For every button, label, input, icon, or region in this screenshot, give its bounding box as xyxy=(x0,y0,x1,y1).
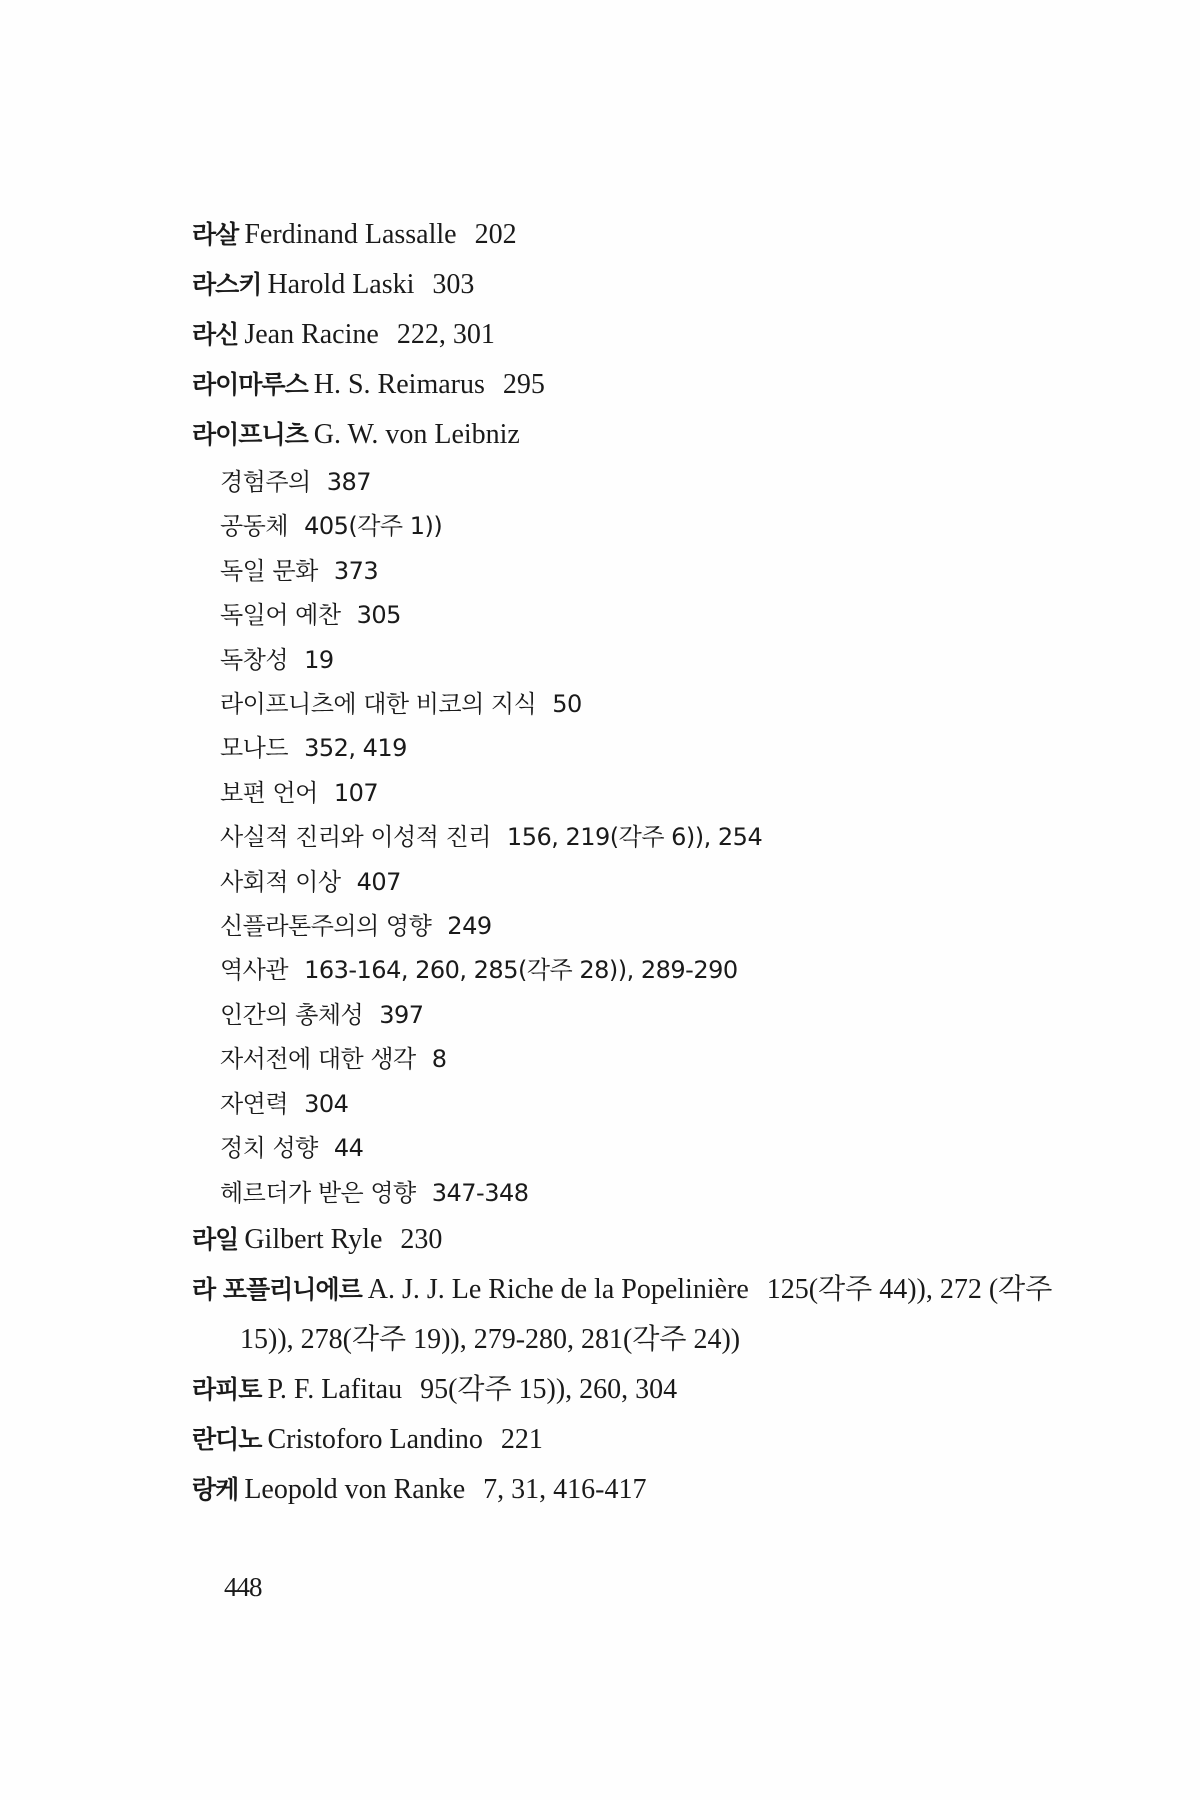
index-subentry xyxy=(192,1037,1072,1081)
subentry-term: 경험주의 xyxy=(220,468,311,496)
index-subentry xyxy=(192,948,1072,992)
index-entry xyxy=(192,310,1072,360)
index-entries-main xyxy=(192,210,1072,460)
subentry-pages: 249 xyxy=(447,912,492,941)
index-subentry xyxy=(192,771,1072,815)
entry-original-name: Leopold von Ranke xyxy=(244,1473,466,1505)
subentry-pages: 387 xyxy=(326,468,372,496)
entry-original-name: H. S. Reimarus xyxy=(313,369,485,400)
subentry-term: 독일 문화 xyxy=(220,556,318,585)
subentry-term: 보편 언어 xyxy=(220,778,318,807)
index-subentry xyxy=(192,993,1072,1037)
subentry-term: 자연력 xyxy=(220,1089,289,1118)
subentry-pages: 373 xyxy=(333,556,379,585)
subentry-pages: 44 xyxy=(333,1134,364,1163)
leibniz-subentries xyxy=(192,460,1072,1215)
subentry-pages: 50 xyxy=(552,690,582,719)
entry-pages: 7, 31, 416-417 xyxy=(483,1473,647,1505)
entry-korean-name: 라이마루스 xyxy=(192,370,308,399)
entry-korean-name: 라피토 xyxy=(192,1374,262,1404)
entry-original-name: Jean Racine xyxy=(244,319,379,350)
page-number: 448 xyxy=(224,1572,262,1602)
subentry-pages: 19 xyxy=(304,645,334,674)
index-subentry xyxy=(192,682,1072,726)
subentry-pages: 352, 419 xyxy=(304,734,407,763)
index-subentry xyxy=(192,1126,1072,1170)
entry-original-name: Cristoforo Landino xyxy=(267,1423,483,1455)
index-entry xyxy=(192,1465,1072,1515)
subentry-term: 인간의 총체성 xyxy=(220,1000,364,1029)
entry-pages: 221 xyxy=(500,1423,543,1455)
subentry-term: 헤르더가 받은 영향 xyxy=(220,1178,416,1207)
index-subentry xyxy=(192,815,1072,859)
subentry-pages: 405(각주 1)) xyxy=(304,512,443,541)
entry-pages: 303 xyxy=(432,269,475,300)
subentry-term: 정치 성향 xyxy=(220,1134,318,1163)
entry-original-name: Gilbert Ryle xyxy=(244,1223,383,1255)
subentry-term: 사회적 이상 xyxy=(220,867,341,896)
subentry-pages: 156, 219(각주 6)), 254 xyxy=(506,823,763,852)
entry-original-name: G. W. von Leibniz xyxy=(313,419,520,450)
index-entry xyxy=(192,360,1072,410)
index-subentry xyxy=(192,1171,1072,1215)
entry-pages: 222, 301 xyxy=(396,319,495,350)
subentry-pages: 304 xyxy=(304,1089,349,1118)
subentry-pages: 107 xyxy=(333,778,379,807)
index-subentry xyxy=(192,638,1072,682)
entry-korean-name: 란디노 xyxy=(192,1424,262,1454)
index-subentry xyxy=(192,1082,1072,1126)
subentry-pages: 163-164, 260, 285(각주 28)), 289-290 xyxy=(304,956,738,985)
index-subentry xyxy=(192,593,1072,637)
index-entry xyxy=(192,210,1072,260)
subentry-term: 사실적 진리와 이성적 진리 xyxy=(220,823,491,852)
subentry-pages: 407 xyxy=(356,867,401,896)
subentry-pages: 8 xyxy=(431,1045,447,1074)
entry-original-name: P. F. Lafitau xyxy=(267,1373,403,1405)
entry-pages: 202 xyxy=(474,219,517,250)
index-subentry xyxy=(192,504,1072,548)
entry-original-name: A. J. J. Le Riche de la Popelinière xyxy=(367,1273,749,1305)
index-subentry xyxy=(192,460,1072,504)
entry-korean-name: 라이프니츠 xyxy=(192,420,308,449)
entry-korean-name: 라스키 xyxy=(192,270,262,299)
entry-korean-name: 랑케 xyxy=(192,1474,239,1504)
index-entry xyxy=(192,1215,1072,1265)
entry-pages: 295 xyxy=(502,369,545,400)
subentry-term: 독일어 예찬 xyxy=(220,601,341,630)
entry-korean-name: 라일 xyxy=(192,1224,239,1254)
entry-korean-name: 라살 xyxy=(192,220,239,249)
subentry-term: 역사관 xyxy=(220,956,289,985)
subentry-pages: 347-348 xyxy=(431,1178,529,1207)
index-entry xyxy=(192,410,1072,460)
entry-original-name: Harold Laski xyxy=(267,269,415,300)
index-subentry xyxy=(192,726,1072,770)
entry-pages: 230 xyxy=(400,1223,443,1255)
subentry-term: 신플라톤주의의 영향 xyxy=(220,912,432,941)
index-entry xyxy=(192,1365,1072,1415)
subentry-term: 모나드 xyxy=(220,734,289,763)
entry-korean-name: 라 포플리니에르 xyxy=(192,1274,362,1304)
subentry-term: 라이프니츠에 대한 비코의 지식 xyxy=(220,690,537,719)
subentry-pages: 397 xyxy=(379,1000,424,1029)
index-entry xyxy=(192,260,1072,310)
entry-pages: 95(각주 15)), 260, 304 xyxy=(420,1373,678,1405)
index-entry xyxy=(192,1265,1072,1365)
subentry-term: 공동체 xyxy=(220,512,289,541)
index-entries-continued xyxy=(192,1215,1072,1515)
index-subentry xyxy=(192,904,1072,948)
index-subentry xyxy=(192,860,1072,904)
subentry-term: 자서전에 대한 생각 xyxy=(220,1045,416,1074)
index-list xyxy=(192,210,1072,1515)
subentry-term: 독창성 xyxy=(220,645,289,674)
entry-korean-name: 라신 xyxy=(192,320,239,349)
entry-original-name: Ferdinand Lassalle xyxy=(244,219,457,250)
index-entry xyxy=(192,1415,1072,1465)
subentry-pages: 305 xyxy=(356,601,401,630)
entry-pages: 125(각주 44)), 272 (각주 15)), 278(각주 19)), 279-280, 281(각주 24)) xyxy=(240,1273,1053,1355)
index-subentry xyxy=(192,549,1072,593)
